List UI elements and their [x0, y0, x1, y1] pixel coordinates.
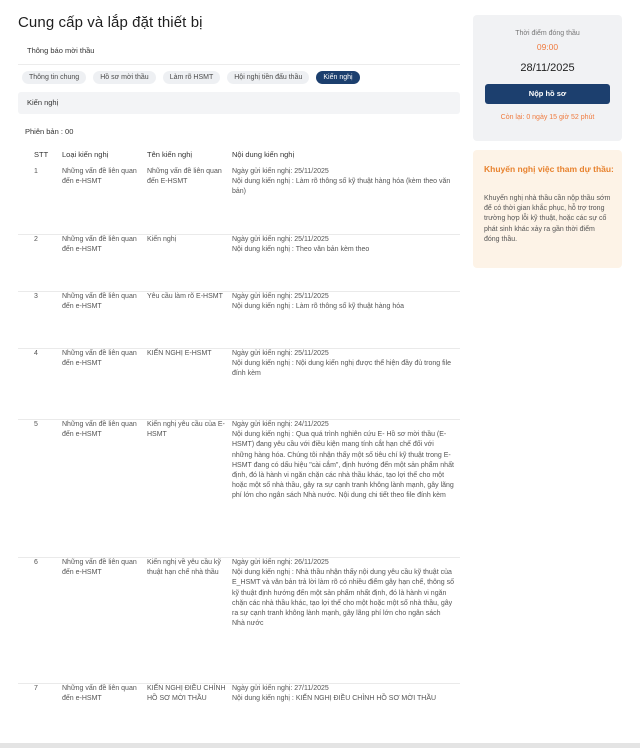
advice-heading: Khuyến nghị việc tham dự thầu: [484, 164, 614, 174]
petition-type: Những vấn đề liên quan đến e-HSMT [62, 236, 137, 254]
table-row [18, 684, 460, 744]
petition-content: Ngày gửi kiến nghị: 25/11/2025 Nội dung kiến nghị : Nội dung kiến nghị được thể hiện đầy đủ trong file đính kèm [232, 350, 452, 378]
column-header-type: Loại kiến nghị [62, 150, 109, 159]
petition-type: Những vấn đề liên quan đến e-HSMT [62, 350, 137, 368]
time-remaining: Còn lại: 0 ngày 15 giờ 52 phút [500, 114, 595, 121]
column-header-name: Tên kiến nghị [147, 150, 193, 159]
table-row [18, 235, 460, 292]
row-number: 2 [34, 236, 38, 243]
section-title: Kiến nghị [27, 98, 59, 107]
petition-type: Những vấn đề liên quan đến e-HSMT [62, 559, 137, 577]
table-row [18, 420, 460, 558]
petition-name: KIẾN NGHỊ ĐIỀU CHỈNH HỒ SƠ MỜI THẦU [147, 685, 226, 703]
petition-content: Ngày gửi kiến nghị: 25/11/2025 Nội dung kiến nghị : Làm rõ thông số kỹ thuật hàng hóa (kèm theo văn bản) [232, 168, 451, 196]
tab-clarification[interactable]: Làm rõ HSMT [163, 71, 221, 84]
tab-general-info[interactable]: Thông tin chung [22, 71, 86, 84]
deadline-card [473, 15, 622, 141]
row-number: 1 [34, 168, 38, 175]
petition-name: Kiến nghị về yêu cầu kỹ thuật hạn chế nhà thầu [147, 559, 221, 577]
petition-content: Ngày gửi kiến nghị: 24/11/2025 Nội dung kiến nghị : Qua quá trình nghiên cứu E- Hồ sơ mời thầu (E-HSMT) đang yêu cầu với điều kiện mang tính cắt hạn chế đối với những hàng hóa. Chúng tôi nhận thấy một số tiêu chí kỹ thuật trong E-HSMT đang có dấu hiệu "cài cắm", định hướng đến một sản phẩm nhất định, đó là hành vi ngăn chặn các nhà thầu khác, tạo lợi thế cho một hoặc một số nhà thầu, gây ra sự cạnh tranh không lành mạnh, gây lãng phí lớn cho ngân sách Nhà nước. Nội dung chi tiết theo file đính kèm [232, 421, 454, 500]
section-label: Thông báo mời thầu [27, 46, 95, 55]
row-number: 5 [34, 421, 38, 428]
horizontal-scrollbar[interactable] [0, 743, 640, 748]
deadline-label: Thời điểm đóng thầu [515, 30, 580, 37]
advice-text: Khuyến nghị nhà thầu cần nộp thầu sớm để có thời gian khắc phục, hỗ trợ trong trường hợp lỗi kỹ thuật, hoặc các sự cố phát sinh khác xảy ra gần thời điểm đóng thầu. [484, 195, 611, 243]
deadline-time: 09:00 [536, 42, 559, 52]
petition-name: Yêu cầu làm rõ E-HSMT [147, 293, 223, 300]
petition-content: Ngày gửi kiến nghị: 25/11/2025 Nội dung kiến nghị : Làm rõ thông số kỹ thuật hàng hóa [232, 293, 405, 311]
table-row [18, 349, 460, 420]
divider [18, 64, 460, 65]
petition-type: Những vấn đề liên quan đến e-HSMT [62, 293, 137, 311]
table-row [18, 167, 460, 235]
petition-content: Ngày gửi kiến nghị: 27/11/2025 Nội dung kiến nghị : KIẾN NGHỊ ĐIỀU CHỈNH HỒ SƠ MỜI THẦU [232, 685, 437, 703]
page-title: Cung cấp và lắp đặt thiết bị [18, 14, 203, 31]
petition-name: Kiến nghị yêu cầu của E-HSMT [147, 421, 225, 439]
petition-type: Những vấn đề liên quan đến e-HSMT [62, 168, 137, 186]
row-number: 6 [34, 559, 38, 566]
row-number: 7 [34, 685, 38, 692]
petition-content: Ngày gửi kiến nghị: 26/11/2025 Nội dung kiến nghị : Nhà thầu nhận thấy nội dung yêu cầu kỹ thuật của E_HSMT và văn bản trả lời làm rõ có nhiều điểm gây hạn chế, thông số kỹ thuật định hướng đến một sản phẩm nhất định, đó là hành vi ngăn chặn các nhà thầu khác, tạo lợi thế cho một hoặc một số nhà thầu, gây ra sự cạnh tranh không lành mạnh, gây lãng phí lớn cho ngân sách Nhà nước [232, 559, 454, 628]
petitions-section-header [18, 92, 460, 114]
tab-petitions[interactable]: Kiến nghị [316, 71, 359, 84]
submit-bid-button[interactable]: Nộp hồ sơ [485, 84, 610, 104]
petition-type: Những vấn đề liên quan đến e-HSMT [62, 685, 137, 703]
row-number: 4 [34, 350, 38, 357]
table-row [18, 292, 460, 349]
advice-card [473, 150, 622, 268]
row-number: 3 [34, 293, 38, 300]
deadline-date: 28/11/2025 [520, 62, 575, 74]
tab-pre-bid-conference[interactable]: Hội nghị tiền đấu thầu [227, 71, 309, 84]
table-header [18, 146, 460, 166]
tab-bar [22, 71, 360, 85]
version-label: Phiên bản : 00 [25, 127, 74, 136]
petition-type: Những vấn đề liên quan đến e-HSMT [62, 421, 137, 439]
table-row [18, 558, 460, 684]
petition-name: Kiến nghị [147, 236, 177, 243]
petition-name: KIẾN NGHỊ E-HSMT [147, 350, 212, 357]
column-header-content: Nội dung kiến nghị [232, 150, 295, 159]
tab-bid-documents[interactable]: Hồ sơ mời thầu [93, 71, 155, 84]
petition-content: Ngày gửi kiến nghị: 25/11/2025 Nội dung kiến nghị : Theo văn bản kèm theo [232, 236, 370, 254]
petition-name: Những vấn đề liên quan đến E-HSMT [147, 168, 222, 186]
column-header-stt: STT [34, 150, 49, 159]
